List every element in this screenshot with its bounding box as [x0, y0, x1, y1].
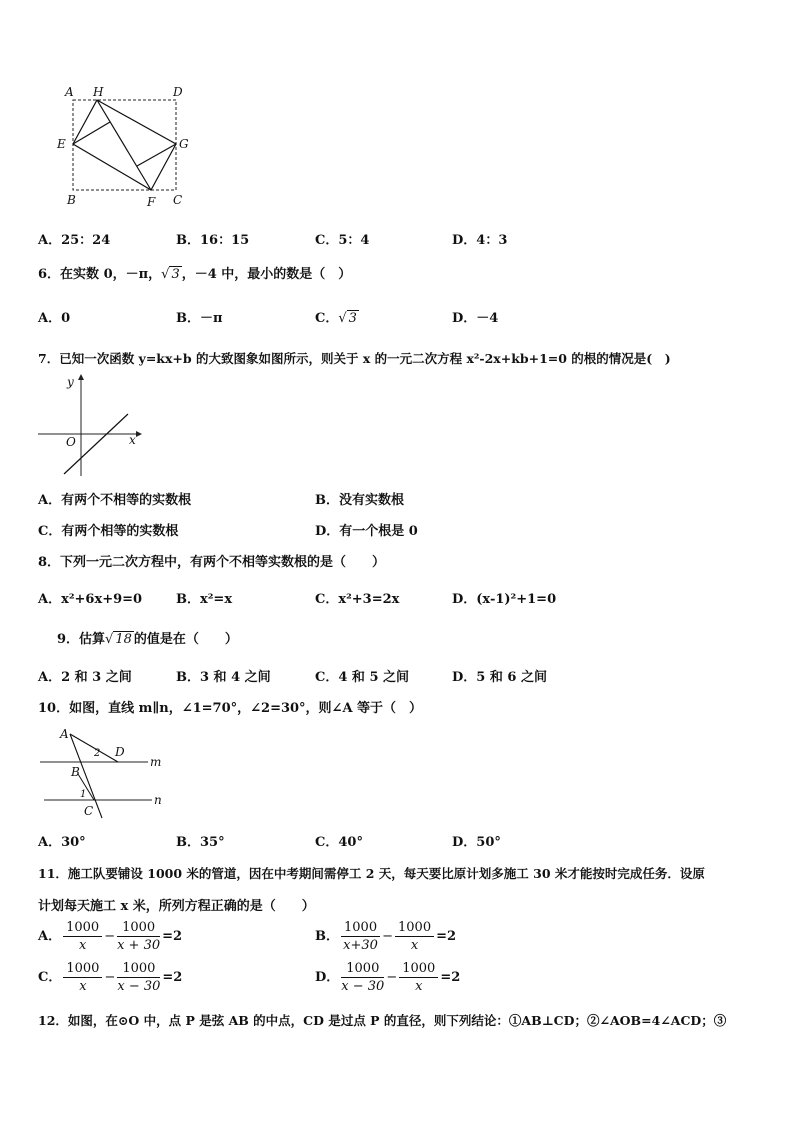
q5-label-g: G [179, 137, 189, 151]
q6-option-d: D．－4 [452, 311, 499, 326]
q10-figure [38, 726, 172, 822]
q10-option-c: C．40° [315, 835, 363, 850]
q11-option-d-frac2 [399, 960, 438, 995]
q6-option-c-label: C． [315, 311, 339, 326]
q7-option-b: B．没有实数根 [315, 493, 404, 508]
q8-option-a: A．x²+6x+9=0 [38, 592, 143, 607]
q11-option-c-den1: x [79, 979, 87, 994]
q10-label-m: m [150, 755, 162, 769]
q6-stem-radicand: 3 [171, 267, 180, 282]
q12-stem: 12．如图，在⊙O 中，点 P 是弦 AB 的中点，CD 是过点 P 的直径，则下列结论：①AB⊥CD；②∠AOB=4∠ACD；③ [38, 1013, 727, 1028]
q11-option-a-eq: =2 [162, 929, 183, 944]
q11-option-c [38, 960, 182, 995]
q11-option-d-eq: =2 [440, 970, 461, 985]
q11-option-c-den2: x − 30 [117, 979, 161, 994]
q6-stem-suffix: ，－4 中，最小的数是（ ） [181, 267, 352, 282]
q11-option-c-frac2 [117, 960, 160, 995]
q6-stem [38, 263, 351, 282]
q5-label-b: B [67, 193, 76, 207]
q9-stem-prefix: 9．估算 [57, 632, 106, 647]
q11-option-d-label: D． [315, 970, 340, 985]
q10-stem: 10．如图，直线 m∥n，∠1=70°，∠2=30°，则∠A 等于（ ） [38, 701, 423, 716]
q11-option-b-eq: =2 [436, 929, 457, 944]
q10-label-d: D [115, 745, 125, 759]
q9-stem-suffix: 的值是在（ ） [133, 632, 238, 647]
q8-option-d: D．(x-1)²+1=0 [452, 592, 557, 607]
q5-option-c: C．5：4 [315, 233, 370, 248]
q11-option-b [315, 919, 456, 954]
q5-label-h: H [93, 85, 104, 99]
q5-figure [55, 82, 195, 210]
q11-option-a-num1: 1000 [63, 919, 102, 937]
q10-label-b: B [71, 765, 80, 779]
q6-option-c-radicand: 3 [348, 311, 357, 326]
q11-option-a-num2: 1000 [117, 919, 160, 937]
q11-option-a-op: − [104, 929, 116, 944]
q11-option-b-den2: x [410, 938, 419, 953]
q11-option-c-frac1 [63, 960, 102, 995]
q11-option-a-den2: x + 30 [117, 938, 161, 953]
q6-stem-prefix: 6．在实数 0，－π， [38, 267, 162, 282]
q9-stem-sqrt: √ 18 [105, 632, 132, 647]
q11-option-d-frac1 [341, 960, 384, 995]
q11-option-a-label: A． [38, 929, 62, 944]
q7-figure [36, 374, 142, 478]
q11-option-b-den1: x+30 [343, 938, 378, 953]
q5-label-c: C [173, 193, 183, 207]
q7-option-d: D．有一个根是 0 [315, 524, 418, 539]
q11-option-c-num1: 1000 [63, 960, 102, 978]
q11-option-a-frac2 [117, 919, 160, 954]
q11-stem-line2: 计划每天施工 x 米，所列方程正确的是（ ） [38, 899, 315, 914]
q5-option-b: B．16：15 [176, 233, 250, 248]
q5-option-d: D．4：3 [452, 233, 508, 248]
q11-option-d-num2: 1000 [399, 960, 438, 978]
q5-option-a: A．25：24 [38, 233, 111, 248]
q7-option-a: A．有两个不相等的实数根 [38, 493, 192, 508]
q11-stem-line1: 11．施工队要铺设 1000 米的管道，因在中考期间需停工 2 天，每天要比原计划多施工 30 米才能按时完成任务．设原 [38, 866, 705, 881]
q5-label-a: A [65, 85, 74, 99]
q6-option-a: A．0 [38, 311, 71, 326]
q6-option-b: B．－π [176, 311, 223, 326]
q11-option-d-den2: x [415, 979, 423, 994]
q11-option-d-den1: x − 30 [341, 979, 385, 994]
q5-label-d: D [173, 85, 183, 99]
q10-label-2: 2 [94, 748, 101, 759]
q11-option-b-label: B． [315, 929, 339, 944]
q10-option-d: D．50° [452, 835, 501, 850]
q10-option-a: A．30° [38, 835, 86, 850]
q10-label-a: A [60, 727, 69, 741]
q8-option-b: B．x²=x [176, 592, 233, 607]
q9-stem-radicand: 18 [115, 632, 132, 647]
q6-option-c-sqrt: √ 3 [338, 311, 357, 326]
q9-option-a: A．2 和 3 之间 [38, 670, 132, 685]
q8-stem: 8．下列一元二次方程中，有两个不相等实数根的是（ ） [38, 555, 386, 570]
q11-option-b-op: − [382, 929, 393, 944]
q10-label-c: C [84, 804, 94, 818]
q9-option-b: B．3 和 4 之间 [176, 670, 271, 685]
q7-label-o: O [66, 435, 76, 449]
q11-option-b-num1: 1000 [341, 919, 380, 937]
q11-option-c-num2: 1000 [117, 960, 160, 978]
q11-option-b-frac1 [341, 919, 380, 954]
q7-x-arrow [136, 431, 142, 437]
q5-label-f: F [147, 195, 156, 209]
q6-stem-sqrt: √ 3 [161, 267, 180, 282]
q11-option-c-eq: =2 [162, 970, 183, 985]
q7-stem: 7．已知一次函数 y=kx+b 的大致图象如图所示，则关于 x 的一元二次方程 x²-2x+kb+1=0 的根的情况是( ) [38, 351, 671, 366]
q11-option-c-op: − [104, 970, 116, 985]
q7-option-c: C．有两个相等的实数根 [38, 524, 179, 539]
q9-option-d: D．5 和 6 之间 [452, 670, 547, 685]
q10-label-n: n [154, 793, 162, 807]
q11-option-a-den1: x [78, 938, 87, 953]
q11-option-a [38, 919, 182, 954]
q7-y-arrow [78, 374, 84, 380]
q5-fold-line [97, 100, 151, 190]
q7-label-y: y [67, 375, 74, 389]
q11-option-d-num1: 1000 [341, 960, 384, 978]
q5-label-e: E [57, 137, 66, 151]
q11-option-b-frac2 [395, 919, 434, 954]
q11-option-a-frac1 [63, 919, 102, 954]
q9-stem [57, 628, 238, 647]
q10-label-1: 1 [80, 789, 87, 800]
q8-option-c: C．x²+3=2x [315, 592, 400, 607]
q11-option-d-op: − [386, 970, 398, 985]
q7-label-x: x [129, 433, 136, 447]
q11-option-c-label: C． [38, 970, 62, 985]
q9-option-c: C．4 和 5 之间 [315, 670, 410, 685]
q10-option-b: B．35° [176, 835, 225, 850]
q11-option-b-num2: 1000 [395, 919, 434, 937]
q11-option-d [315, 960, 460, 995]
q6-option-c [315, 307, 359, 326]
